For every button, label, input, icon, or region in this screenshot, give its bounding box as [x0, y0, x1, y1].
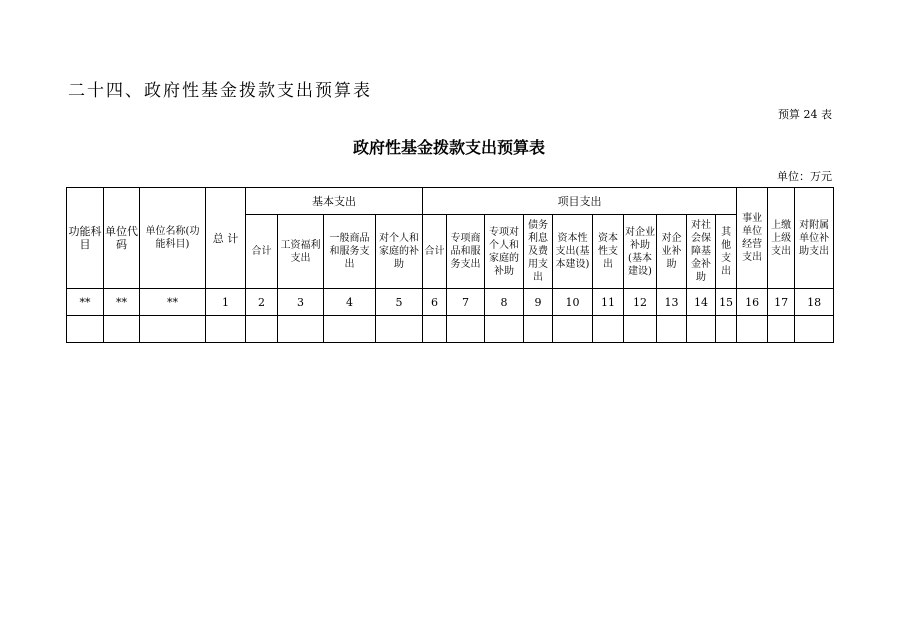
empty-cell [687, 316, 716, 343]
index-cell: 14 [687, 289, 716, 316]
index-cell: 13 [657, 289, 687, 316]
empty-cell [67, 316, 104, 343]
header-project-other: 其他支出 [716, 215, 737, 289]
header-project-enterprise-subsidy: 对企业补助 [657, 215, 687, 289]
header-basic-total: 合计 [246, 215, 278, 289]
empty-cell [524, 316, 553, 343]
index-cell: 11 [593, 289, 624, 316]
index-cell: ** [104, 289, 140, 316]
header-project-debt-interest: 债务利息及费用支出 [524, 215, 553, 289]
empty-cell [140, 316, 206, 343]
index-cell: 12 [624, 289, 657, 316]
index-cell: 6 [423, 289, 447, 316]
empty-cell [206, 316, 246, 343]
unit-label: 单位：万元 [777, 170, 832, 183]
header-project-expenditure: 项目支出 [423, 188, 737, 215]
header-total: 总 计 [206, 188, 246, 289]
empty-cell [553, 316, 593, 343]
index-cell: 5 [376, 289, 423, 316]
empty-cell [716, 316, 737, 343]
index-cell: 17 [768, 289, 795, 316]
empty-cell [737, 316, 768, 343]
index-cell: 10 [553, 289, 593, 316]
header-basic-goods-services: 一般商品和服务支出 [324, 215, 376, 289]
header-unit-code: 单位代码 [104, 188, 140, 289]
empty-cell [324, 316, 376, 343]
header-project-total: 合计 [423, 215, 447, 289]
header-unit-name: 单位名称(功能科目) [140, 188, 206, 289]
table-title: 政府性基金拨款支出预算表 [352, 138, 545, 157]
empty-cell [278, 316, 324, 343]
table-number: 预算 24 表 [778, 108, 832, 121]
empty-cell [423, 316, 447, 343]
header-project-personal-subsidy: 专项对个人和家庭的补助 [485, 215, 524, 289]
index-cell: 9 [524, 289, 553, 316]
empty-cell [485, 316, 524, 343]
header-basic-wages: 工资福利支出 [278, 215, 324, 289]
index-cell: 3 [278, 289, 324, 316]
header-basic-personal-subsidy: 对个人和家庭的补助 [376, 215, 423, 289]
empty-cell [795, 316, 834, 343]
header-upper-remit: 上缴上级支出 [768, 188, 795, 289]
index-cell: ** [67, 289, 104, 316]
empty-cell [376, 316, 423, 343]
empty-cell [657, 316, 687, 343]
header-project-goods-services: 专项商品和服务支出 [447, 215, 485, 289]
index-cell: 18 [795, 289, 834, 316]
empty-cell [768, 316, 795, 343]
header-project-capital-construction: 资本性支出(基本建设) [553, 215, 593, 289]
header-func-subject: 功能科目 [67, 188, 104, 289]
section-heading: 二十四、政府性基金拨款支出预算表 [68, 81, 372, 101]
header-enterprise-operation: 事业单位经营支出 [737, 188, 768, 289]
index-cell: 1 [206, 289, 246, 316]
index-cell: 8 [485, 289, 524, 316]
empty-cell [624, 316, 657, 343]
header-affiliated-subsidy: 对附属单位补助支出 [795, 188, 834, 289]
index-cell: 2 [246, 289, 278, 316]
index-cell: 16 [737, 289, 768, 316]
index-cell: 4 [324, 289, 376, 316]
index-row [67, 289, 834, 316]
index-cell: 15 [716, 289, 737, 316]
index-cell: 7 [447, 289, 485, 316]
header-basic-expenditure: 基本支出 [246, 188, 423, 215]
empty-cell [593, 316, 624, 343]
index-cell: ** [140, 289, 206, 316]
header-project-capital: 资本性支出 [593, 215, 624, 289]
header-project-social-security: 对社会保障基金补助 [687, 215, 716, 289]
budget-table [66, 187, 834, 343]
empty-cell [104, 316, 140, 343]
header-project-enterprise-construction: 对企业补助(基本建设) [624, 215, 657, 289]
empty-cell [246, 316, 278, 343]
empty-cell [447, 316, 485, 343]
empty-data-row [67, 316, 834, 343]
